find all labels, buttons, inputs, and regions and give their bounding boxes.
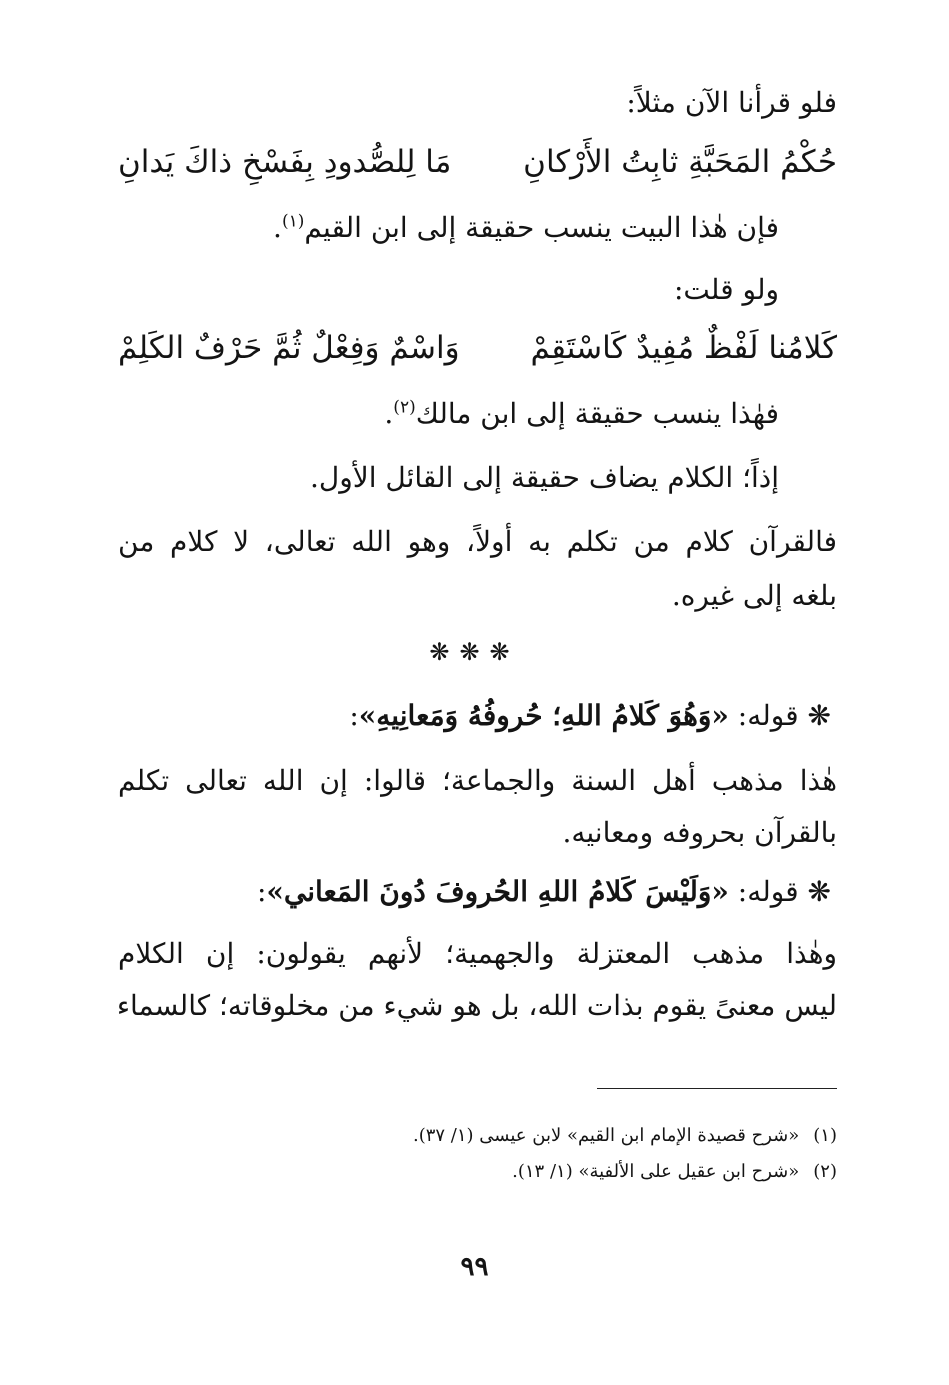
sunnah-paragraph-line-2: بالقرآن بحروفه ومعانيه. [562,816,837,849]
heading-prefix: ❋ قوله: [728,875,831,908]
verse-2-second-hemistich: وَاسْمٌ وَفِعْلٌ ثُمَّ حَرْفٌ الكَلِمْ [118,330,460,366]
quote-heading-2 [257,872,831,912]
heading-quote: «وَلَيْسَ كَلامُ اللهِ الحُروفَ دُونَ المَعاني» [266,875,729,908]
mutazila-paragraph-line-1: وهٰذا مذهب المعتزلة والجهمية؛ لأنهم يقولون: إن الكلام [118,937,837,970]
sunnah-paragraph-line-1: هٰذا مذهب أهل السنة والجماعة؛ قالوا: إن الله تعالى تكلم [118,764,837,797]
conclusion-line: إذاً؛ الكلام يضاف حقيقة إلى القائل الأول. [309,461,779,494]
attribution-ibn-qayyim [273,208,779,248]
quran-paragraph-line-2: بلغه إلى غيره. [671,579,837,612]
mutazila-paragraph-line-2: ليس معنىً يقوم بذات الله، بل هو شيء من مخلوقاته؛ كالسماء [116,989,837,1022]
heading-colon: : [349,699,359,732]
verse-2-first-hemistich: كَلامُنا لَفْظٌ مُفِيدٌ كَاسْتَقِمْ [530,330,837,366]
quran-paragraph-line-1: فالقرآن كلام من تكلم به أولاً، وهو الله تعالى، لا كلام من [118,525,837,558]
period: . [384,397,394,430]
attribution-ibn-malik [384,394,779,434]
footnote-marker-2: (٢) [393,397,416,418]
quote-heading-1 [349,696,831,736]
footnote-2 [512,1158,837,1186]
footnote-number: (٢) [813,1161,837,1182]
footnote-marker-1: (١) [281,211,305,232]
footnote-text: «شرح ابن عقيل على الألفية» (١/ ١٣). [512,1161,800,1182]
verse-1-second-hemistich: مَا لِلصُّدودِ بِفَسْخِ ذاكَ يَدانِ [118,144,452,180]
verse-1-first-hemistich: حُكْمُ المَحَبَّةِ ثابِتُ الأَرْكانِ [523,144,837,180]
footnote-text: «شرح قصيدة الإمام ابن القيم» لابن عيسى (١/ ٣٧). [412,1125,800,1146]
footnote-1 [413,1122,837,1150]
period: . [273,211,282,244]
heading-prefix: ❋ قوله: [728,699,831,732]
if-i-said-line: ولو قلت: [674,273,779,306]
heading-colon: : [256,875,267,908]
footnote-divider [597,1088,837,1089]
heading-quote: «وَهُوَ كَلامُ اللهِ؛ حُروفُهُ وَمَعانِيهِ» [358,699,729,732]
footnote-number: (١) [813,1125,837,1146]
attribution-text: فهٰذا ينسب حقيقة إلى ابن مالك [415,397,779,430]
section-separator: ❋❋❋ [429,638,520,666]
attribution-text: فإن هٰذا البيت ينسب حقيقة إلى ابن القيم [304,211,779,244]
intro-line: فلو قرأنا الآن مثلاً: [626,86,837,119]
page-number: ٩٩ [460,1252,489,1282]
